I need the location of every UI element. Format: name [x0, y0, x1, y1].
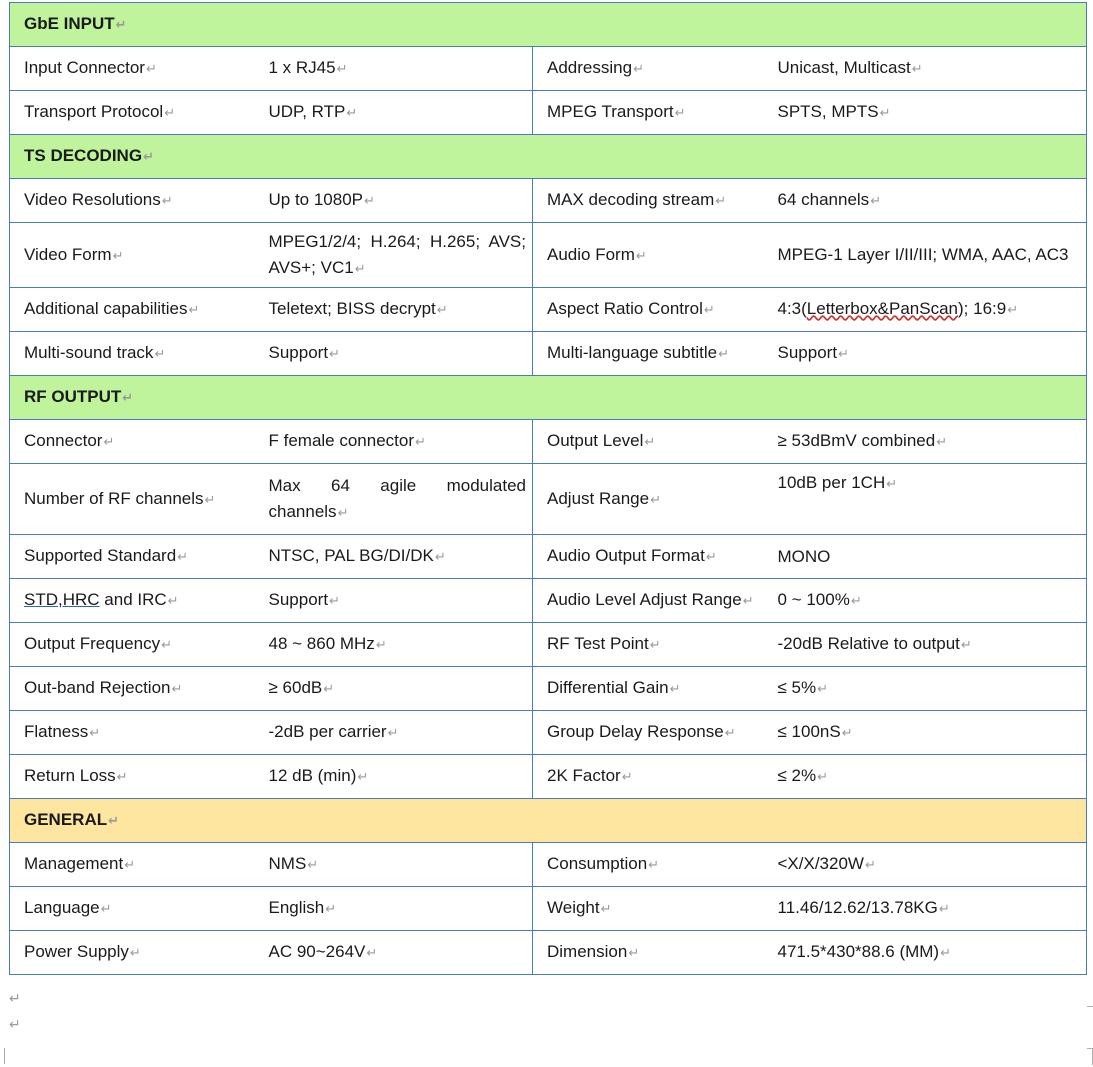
spec-value: MPEG1/2/4; H.264; H.265; AVS; AVS+; VC1	[268, 231, 526, 277]
spec-label: Adjust Range	[547, 488, 650, 508]
spec-value: 471.5*430*88.6 (MM)	[777, 942, 940, 961]
spec-value: F female connector	[268, 431, 415, 450]
table-row: Out-band Rejection↵ ≥ 60dB↵ Differential Gain↵ ≤ 5%↵	[10, 667, 1087, 711]
spec-value: Up to 1080P	[268, 190, 364, 209]
spellcheck-underline: Letterbox&PanScan	[806, 299, 959, 318]
spec-label: Language	[24, 898, 100, 917]
spec-value: 11.46/12.62/13.78KG	[777, 898, 938, 917]
table-row: Flatness↵ -2dB per carrier↵ Group Delay Response↵ ≤ 100nS↵	[10, 711, 1087, 755]
spec-label: Management	[24, 854, 124, 873]
table-row: Connector↵ F female connector↵ Output Level↵ ≥ 53dBmV combined↵	[10, 420, 1087, 464]
spec-value: Unicast, Multicast	[777, 58, 911, 77]
section-title: GENERAL↵	[10, 799, 1087, 843]
spec-value: AC 90~264V	[268, 942, 366, 961]
spec-value: Support	[268, 343, 329, 362]
spec-value: UDP, RTP	[268, 102, 346, 121]
spec-label: STD,HRC and IRC↵	[10, 579, 255, 623]
table-row: Additional capabilities↵ Teletext; BISS decrypt↵ Aspect Ratio Control↵ 4:3(Letterbox&PanScan); 16:9↵	[10, 288, 1087, 332]
table-row: Video Form↵ MPEG1/2/4; H.264; H.265; AVS; AVS+; VC1↵ Audio Form↵ MPEG-1 Layer I/II/III; WMA, AAC, AC3	[10, 223, 1087, 288]
spec-value: Support	[268, 590, 329, 609]
spec-label: Output Frequency	[24, 634, 161, 653]
spec-value: ≥ 60dB	[268, 678, 323, 697]
table-row: Transport Protocol↵ UDP, RTP↵ MPEG Transport↵ SPTS, MPTS↵	[10, 91, 1087, 135]
spec-value: NMS	[268, 854, 307, 873]
spec-value: MONO	[777, 546, 831, 566]
spec-value: Max 64 agile modulated channels	[268, 475, 526, 521]
spec-label: Transport Protocol	[24, 102, 164, 121]
page-corner-mark	[1087, 990, 1093, 1007]
grammar-underline: STD,HRC	[24, 590, 100, 609]
spec-label: Input Connector	[24, 58, 145, 77]
spec-label: Dimension	[547, 942, 628, 961]
spec-value: Support	[777, 343, 838, 362]
spec-label: Group Delay Response	[547, 722, 724, 741]
table-row: Number of RF channels↵ Max 64 agile modulated channels↵ Adjust Range↵ 10dB per 1CH↵	[10, 464, 1087, 535]
spec-value: MPEG-1 Layer I/II/III; WMA, AAC, AC3	[777, 245, 1069, 264]
section-title: TS DECODING↵	[10, 135, 1087, 179]
spec-label: Audio Form	[547, 244, 635, 264]
spec-value: 4:3(Letterbox&PanScan); 16:9↵	[764, 288, 1087, 332]
spec-value: 0 ~ 100%	[777, 590, 850, 609]
spec-value: 10dB per 1CH	[777, 473, 886, 492]
spec-value: SPTS, MPTS	[777, 102, 879, 121]
spec-value: 1 x RJ45	[268, 58, 336, 77]
spec-label: Weight	[547, 898, 600, 917]
spec-label: Connector	[24, 431, 103, 450]
table-row: Multi-sound track↵ Support↵ Multi-language subtitle↵ Support↵	[10, 332, 1087, 376]
spec-value: ≤ 5%	[777, 678, 817, 697]
spec-label: Audio Output Format	[547, 546, 705, 565]
spec-label: Multi-sound track	[24, 343, 154, 362]
spec-label: MAX decoding stream	[547, 190, 715, 209]
section-title: RF OUTPUT↵	[10, 376, 1087, 420]
spec-value: NTSC, PAL BG/DI/DK	[268, 546, 434, 565]
spec-label: Differential Gain	[547, 678, 669, 697]
table-row: Input Connector↵ 1 x RJ45↵ Addressing↵ Unicast, Multicast↵	[10, 47, 1087, 91]
table-row: Video Resolutions↵ Up to 1080P↵ MAX decoding stream↵ 64 channels↵	[10, 179, 1087, 223]
spec-label: Number of RF channels	[24, 488, 204, 508]
paragraph-mark: ↵	[9, 1016, 21, 1032]
spec-label: Video Form	[24, 244, 112, 264]
spec-table	[9, 2, 1087, 975]
section-title: GbE INPUT↵	[10, 3, 1087, 47]
section-header-ts-decoding	[10, 135, 1087, 179]
spec-label: Audio Level Adjust Range	[547, 590, 742, 609]
spec-value: 12 dB (min)	[268, 766, 357, 785]
section-header-rf-output	[10, 376, 1087, 420]
table-row: Supported Standard↵ NTSC, PAL BG/DI/DK↵ Audio Output Format↵ MONO	[10, 535, 1087, 579]
spec-label: Addressing	[547, 58, 633, 77]
spec-label: Multi-language subtitle	[547, 343, 718, 362]
spec-label: Aspect Ratio Control	[547, 299, 703, 318]
spec-value: Teletext; BISS decrypt	[268, 299, 436, 318]
spec-value: -20dB Relative to output	[777, 634, 960, 653]
section-header-general	[10, 799, 1087, 843]
spec-label: Out-band Rejection	[24, 678, 171, 697]
spec-value: -2dB per carrier	[268, 722, 387, 741]
table-row: Management↵ NMS↵ Consumption↵ <X/X/320W↵	[10, 843, 1087, 887]
spec-label: Supported Standard	[24, 546, 177, 565]
spec-value: 64 channels	[777, 190, 870, 209]
page-corner-mark	[4, 1048, 11, 1064]
spec-value: ≥ 53dBmV combined	[777, 431, 936, 450]
table-row: Output Frequency↵ 48 ~ 860 MHz↵ RF Test Point↵ -20dB Relative to output↵	[10, 623, 1087, 667]
table-row: Return Loss↵ 12 dB (min)↵ 2K Factor↵ ≤ 2%↵	[10, 755, 1087, 799]
spec-label: RF Test Point	[547, 634, 649, 653]
section-header-gbe-input	[10, 3, 1087, 47]
spec-label: Video Resolutions	[24, 190, 161, 209]
spec-label: Return Loss	[24, 766, 116, 785]
spec-label: Flatness	[24, 722, 89, 741]
table-row: Power Supply↵ AC 90~264V↵ Dimension↵ 471.5*430*88.6 (MM)↵	[10, 931, 1087, 975]
spec-label: 2K Factor	[547, 766, 621, 785]
spec-value: 48 ~ 860 MHz	[268, 634, 375, 653]
paragraph-mark: ↵	[9, 990, 21, 1006]
spec-value: ≤ 100nS	[777, 722, 841, 741]
page-corner-mark	[1087, 1048, 1093, 1065]
spec-label: Power Supply	[24, 942, 129, 961]
spec-label: Additional capabilities	[24, 299, 188, 318]
spec-value: English	[268, 898, 325, 917]
spec-value: <X/X/320W	[777, 854, 864, 873]
spec-label: MPEG Transport	[547, 102, 674, 121]
spec-label: Consumption	[547, 854, 648, 873]
table-row: Language↵ English↵ Weight↵ 11.46/12.62/13.78KG↵	[10, 887, 1087, 931]
spec-value: ≤ 2%	[777, 766, 817, 785]
spec-label: Output Level	[547, 431, 644, 450]
table-row: STD,HRC and IRC↵ Support↵ Audio Level Adjust Range↵ 0 ~ 100%↵	[10, 579, 1087, 623]
